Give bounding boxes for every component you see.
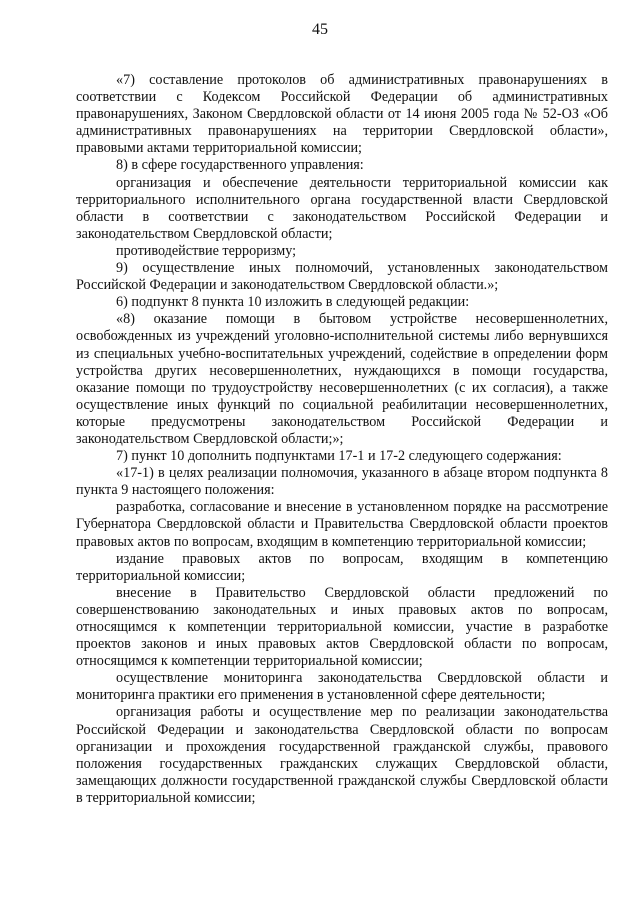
paragraph: противодействие терроризму; <box>116 242 297 259</box>
paragraph: «7) составление протоколов об административных правонарушениях в соответствии с Кодексом Российской Федерации об административных правонарушениях, Законом Свердловской области от 14 июня 2005 года № 52-ОЗ «Об административных правонарушениях на территории Свердловской области», правовыми актами территориальной комиссии; <box>76 72 608 157</box>
paragraph: 8) в сфере государственного управления: <box>116 157 364 174</box>
paragraph: издание правовых актов по вопросам, входящим в компетенцию территориальной комиссии; <box>76 550 608 584</box>
paragraph: разработка, согласование и внесение в установленном порядке на рассмотрение Губернатора Свердловской области и Правительства Свердловской области проектов правовых актов по вопросам, входящим в компетенцию территориальной комиссии; <box>76 499 608 550</box>
document-body <box>76 72 608 807</box>
paragraph: 6) подпункт 8 пункта 10 изложить в следующей редакции: <box>116 294 470 311</box>
paragraph: «17-1) в целях реализации полномочия, указанного в абзаце втором подпункта 8 пункта 9 настоящего положения: <box>76 465 608 499</box>
page-number: 45 <box>312 21 328 38</box>
paragraph: «8) оказание помощи в бытовом устройстве несовершеннолетних, освобожденных из учреждений уголовно-исполнительной системы либо вернувшихся из специальных учебно-воспитательных учреждений, содействие в определении форм устройства других несовершеннолетних, нуждающихся в помощи государства, оказание помощи по трудоустройству несовершеннолетних (с их согласия), а также осуществление иных функций по социальной реабилитации несовершеннолетних, которые предусмотрены законодательством Российской Федерации и законодательством Свердловской области;»; <box>76 311 608 447</box>
paragraph: организация и обеспечение деятельности территориальной комиссии как территориального исполнительного органа государственной власти Свердловской области в соответствии с законодательством Российской Федерации и законодательством Свердловской области; <box>76 174 608 242</box>
paragraph: 7) пункт 10 дополнить подпунктами 17-1 и 17-2 следующего содержания: <box>116 448 562 465</box>
paragraph: осуществление мониторинга законодательства Свердловской области и мониторинга практики его применения в установленной сфере деятельности; <box>76 670 608 704</box>
paragraph: внесение в Правительство Свердловской области предложений по совершенствованию законодательных и иных правовых актов по вопросам, относящимся к компетенции территориальной комиссии, участие в разработке проектов законов и иных правовых актов Свердловской области по вопросам, относящимся к компетенции территориальной комиссии; <box>76 584 608 670</box>
paragraph: 9) осуществление иных полномочий, установленных законодательством Российской Федерации и законодательством Свердловской области.»; <box>76 260 608 294</box>
paragraph: организация работы и осуществление мер по реализации законодательства Российской Федерации и законодательства Свердловской области по вопросам организации и прохождения государственной гражданской службы, правового положения государственных гражданских служащих Свердловской области, замещающих должности государственной гражданской службы Свердловской области в территориальной комиссии; <box>76 704 608 806</box>
